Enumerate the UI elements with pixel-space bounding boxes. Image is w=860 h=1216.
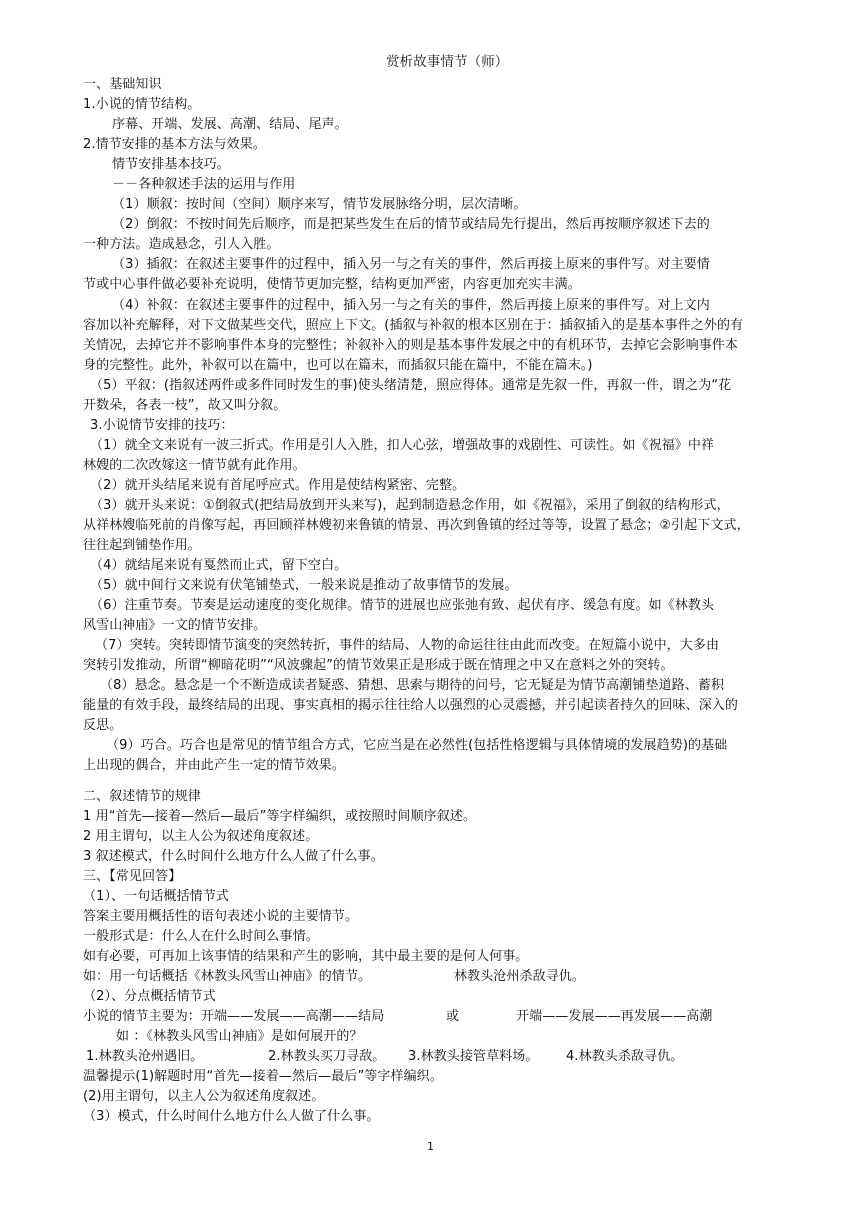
text-line: 身的完整性。此外，补叙可以在篇中，也可以在篇末，而插叙只能在篇中，不能在篇末。) xyxy=(83,358,593,373)
text-line: 1 用“首先—接着—然后—最后”等字样编织，或按照时间顺序叙述。 xyxy=(83,809,477,824)
text-line: 往往起到铺垫作用。 xyxy=(83,538,201,553)
section-heading: 二、叙述情节的规律 xyxy=(83,789,201,804)
text-line: 或 xyxy=(446,1009,460,1024)
text-line: 2.情节安排的基本方法与效果。 xyxy=(83,137,266,152)
section-heading: 三、【常见回答】 xyxy=(83,869,182,884)
text-line: 节或中心事件做必要补充说明，使情节更加完整，结构更加严密，内容更加充实丰满。 xyxy=(83,277,581,292)
text-line: 开数朵，各表一枝”，故又叫分叙。 xyxy=(83,398,287,413)
text-line: （3）就开头来说：①倒叙式(把结局放到开头来写)，起到制造悬念作用，如《祝福》，采用了倒叙的结构形式， xyxy=(90,498,730,513)
text-line: 情节安排基本技巧。 xyxy=(112,157,230,172)
text-line: －－各种叙述手法的运用与作用 xyxy=(112,177,296,192)
section-heading: 一、基础知识 xyxy=(83,77,162,92)
text-line: （3）模式，什么时间什么地方什么人做了什么事。 xyxy=(83,1109,380,1124)
text-line: 开端——发展——再发展——高潮 xyxy=(516,1009,713,1024)
text-line: 如有必要，可再加上该事情的结果和产生的影响，其中最主要的是何人何事。 xyxy=(83,949,529,964)
text-line: （2）倒叙：不按时间先后顺序，而是把某些发生在后的情节或结局先行提出，然后再按顺序叙述下去的 xyxy=(112,217,710,232)
text-line: （9）巧合。巧合也是常见的情节组合方式，它应当是在必然性(包括性格逻辑与具体情境的发展趋势)的基础 xyxy=(106,738,728,753)
text-line: 一种方法。造成悬念，引人入胜。 xyxy=(83,237,280,252)
text-line: 2 用主谓句，以主人公为叙述角度叙述。 xyxy=(83,829,319,844)
text-line: （2）、分点概括情节式 xyxy=(83,989,216,1004)
text-line: 风雪山神庙》一文的情节安排。 xyxy=(83,618,267,633)
text-line: （4）就结尾来说有戛然而止式，留下空白。 xyxy=(90,558,348,573)
text-line: 突转引发推动，所谓“柳暗花明”“风波骤起”的情节效果正是形成于既在情理之中又在意料之外的突转。 xyxy=(83,658,674,673)
text-line: 从祥林嫂临死前的肖像写起，再回顾祥林嫂初来鲁镇的情景、再次到鲁镇的经过等等，设置了悬念；②引起下文式， xyxy=(83,518,750,533)
text-line: 答案主要用概括性的语句表述小说的主要情节。 xyxy=(83,909,359,924)
text-line: 林教头沧州杀敌寻仇。 xyxy=(454,969,586,984)
text-line: 反思。 xyxy=(83,718,123,733)
text-line: 温馨提示(1)解题时用“首先—接着—然后—最后”等字样编织。 xyxy=(83,1069,443,1084)
document-title: 赏析故事情节（师） xyxy=(386,54,509,70)
text-line: 3 叙述模式，什么时间什么地方什么人做了什么事。 xyxy=(83,849,384,864)
list-item: 1.林教头沧州遇旧。 xyxy=(86,1049,204,1064)
text-line: 1.小说的情节结构。 xyxy=(83,97,201,112)
text-line: 3.小说情节安排的技巧： xyxy=(90,418,234,433)
text-line: 关情况，去掉它并不影响事件本身的完整性；补叙补入的则是基本事件发展之中的有机环节，去掉它会影响事件本 xyxy=(83,338,739,353)
text-line: 如 ：《林教头风雪山神庙》是如何展开的？ xyxy=(116,1029,363,1044)
text-line: 小说的情节主要为：开端——发展——高潮——结局 xyxy=(83,1009,385,1024)
text-line: （5）平叙：(指叙述两件或多件同时发生的事)使头绪清楚，照应得体。通常是先叙一件，再叙一件，谓之为“花 xyxy=(90,378,732,393)
text-line: （1）顺叙：按时间（空间）顺序来写，情节发展脉络分明，层次清晰。 xyxy=(112,197,527,212)
page-number: 1 xyxy=(427,1140,435,1153)
text-line: （8）悬念。悬念是一个不断造成读者疑惑、猜想、思索与期待的问号，它无疑是为情节高潮铺垫道路、蓄积 xyxy=(100,678,725,693)
text-line: （6）注重节奏。节奏是运动速度的变化规律。情节的进展也应张弛有致、起伏有序、缓急有度。如《林教头 xyxy=(90,598,715,613)
list-item: 3.林教头接管草料场。 xyxy=(408,1049,539,1064)
text-line: 如：用一句话概括《林教头风雪山神庙》的情节。 xyxy=(83,969,372,984)
text-line: 上出现的偶合，并由此产生一定的情节效果。 xyxy=(83,758,346,773)
text-line: 容加以补充解释，对下文做某些交代，照应上下文。(插叙与补叙的根本区别在于：插叙插入的是基本事件之外的有 xyxy=(83,318,744,333)
text-line: 序幕、开端、发展、高潮、结局、尾声。 xyxy=(112,117,348,132)
text-line: （3）插叙：在叙述主要事件的过程中，插入另一与之有关的事件，然后再接上原来的事件写。对主要情 xyxy=(112,257,710,272)
text-line: （2）就开头结尾来说有首尾呼应式。作用是使结构紧密、完整。 xyxy=(90,478,466,493)
text-line: 一般形式是：什么人在什么时间么事情。 xyxy=(83,929,319,944)
text-line: （4）补叙：在叙述主要事件的过程中，插入另一与之有关的事件，然后再接上原来的事件写。对上文内 xyxy=(112,298,710,313)
list-item: 2.林教头买刀寻敌。 xyxy=(268,1049,386,1064)
text-line: 能量的有效手段，最终结局的出现、事实真相的揭示往往给人以强烈的心灵震撼，并引起读者持久的回味、深入的 xyxy=(83,698,739,713)
text-line: （5）就中间行文来说有伏笔铺垫式，一般来说是推动了故事情节的发展。 xyxy=(90,578,518,593)
list-item: 4.林教头杀敌寻仇。 xyxy=(566,1049,684,1064)
text-line: (2)用主谓句，以主人公为叙述角度叙述。 xyxy=(83,1089,325,1104)
text-line: （1）、一句话概括情节式 xyxy=(83,889,229,904)
text-line: 林嫂的二次改嫁这一情节就有此作用。 xyxy=(83,458,306,473)
text-line: （1）就全文来说有一波三折式。作用是引人入胜，扣人心弦，增强故事的戏剧性、可读性。如《祝福》中祥 xyxy=(90,438,715,453)
text-line: （7）突转。突转即情节演变的突然转折，事件的结局、人物的命运往往由此而改变。在短篇小说中，大多由 xyxy=(95,638,720,653)
